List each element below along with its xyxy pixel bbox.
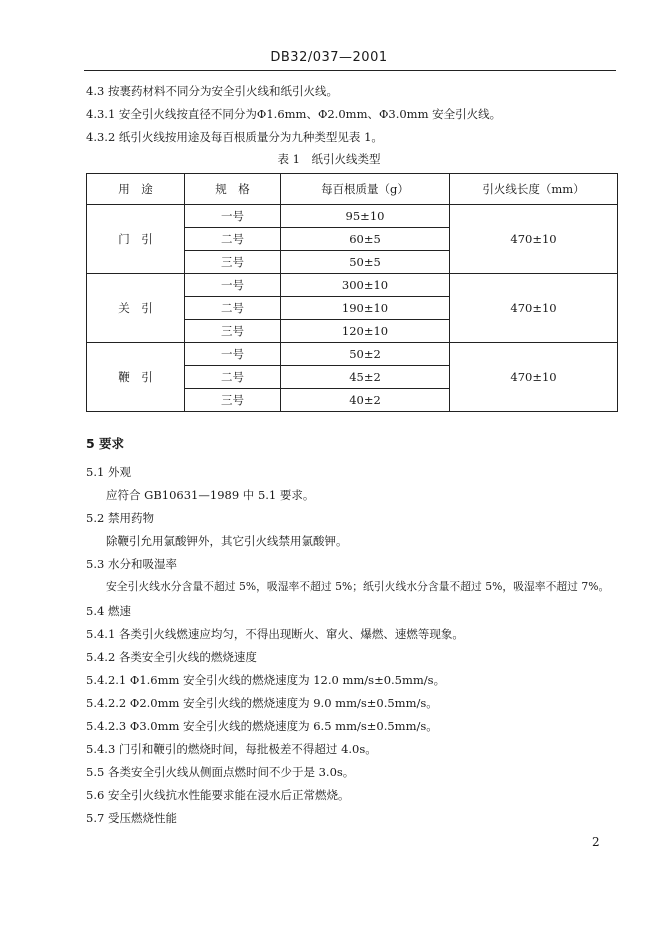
mass-cell: 190±10 xyxy=(281,297,450,320)
page-number: 2 xyxy=(592,835,600,849)
spec-cell: 三号 xyxy=(185,320,281,343)
clause-5-1: 5.1 外观 xyxy=(86,465,131,479)
mass-cell: 120±10 xyxy=(281,320,450,343)
clause-5-7: 5.7 受压燃烧性能 xyxy=(86,811,177,825)
clause-5-4-1: 5.4.1 各类引火线燃速应均匀，不得出现断火、窜火、爆燃、速燃等现象。 xyxy=(86,627,464,641)
section-5-heading: 5 要求 xyxy=(86,436,125,451)
clause-5-3: 5.3 水分和吸湿率 xyxy=(86,557,177,571)
clause-4-3: 4.3 按裹药材料不同分为安全引火线和纸引火线。 xyxy=(86,84,338,98)
spec-cell: 三号 xyxy=(185,389,281,412)
length-cell: 470±10 xyxy=(450,205,618,274)
use-cell: 关 引 xyxy=(87,274,185,343)
clause-5-4-2-1: 5.4.2.1 Φ1.6mm 安全引火线的燃烧速度为 12.0 mm/s±0.5mm/s。 xyxy=(86,673,446,687)
clause-5-3-text: 安全引火线水分含量不超过 5%，吸湿率不超过 5%；纸引火线水分含量不超过 5%，吸湿率不超过 7%。 xyxy=(106,580,610,593)
header-rule xyxy=(84,70,616,71)
clause-5-4-3: 5.4.3 门引和鞭引的燃烧时间，每批极差不得超过 4.0s。 xyxy=(86,742,377,756)
clause-4-3-2: 4.3.2 纸引火线按用途及每百根质量分为九种类型见表 1。 xyxy=(86,130,383,144)
mass-cell: 45±2 xyxy=(281,366,450,389)
clause-4-3-1: 4.3.1 安全引火线按直径不同分为Φ1.6mm、Φ2.0mm、Φ3.0mm 安全引火线。 xyxy=(86,107,502,121)
header-mass: 每百根质量（g） xyxy=(281,174,450,205)
clause-5-2: 5.2 禁用药物 xyxy=(86,511,154,525)
length-cell: 470±10 xyxy=(450,343,618,412)
table-caption: 表 1 纸引火线类型 xyxy=(277,152,381,166)
spec-cell: 三号 xyxy=(185,251,281,274)
mass-cell: 40±2 xyxy=(281,389,450,412)
clause-5-5: 5.5 各类安全引火线从侧面点燃时间不少于是 3.0s。 xyxy=(86,765,355,779)
table-row xyxy=(87,205,618,228)
spec-cell: 一号 xyxy=(185,343,281,366)
spec-cell: 二号 xyxy=(185,228,281,251)
clause-5-4: 5.4 燃速 xyxy=(86,604,131,618)
clause-5-2-text: 除鞭引允用氯酸钾外，其它引火线禁用氯酸钾。 xyxy=(106,534,348,548)
mass-cell: 300±10 xyxy=(281,274,450,297)
header-length: 引火线长度（mm） xyxy=(450,174,618,205)
clause-5-6: 5.6 安全引火线抗水性能要求能在浸水后正常燃烧。 xyxy=(86,788,350,802)
mass-cell: 60±5 xyxy=(281,228,450,251)
spec-cell: 一号 xyxy=(185,274,281,297)
use-cell: 门 引 xyxy=(87,205,185,274)
mass-cell: 50±5 xyxy=(281,251,450,274)
clause-5-1-text: 应符合 GB10631—1989 中 5.1 要求。 xyxy=(106,488,315,502)
length-cell: 470±10 xyxy=(450,274,618,343)
table-header-row xyxy=(87,174,618,205)
mass-cell: 50±2 xyxy=(281,343,450,366)
spec-cell: 一号 xyxy=(185,205,281,228)
mass-cell: 95±10 xyxy=(281,205,450,228)
spec-cell: 二号 xyxy=(185,366,281,389)
clause-5-4-2: 5.4.2 各类安全引火线的燃烧速度 xyxy=(86,650,257,664)
table-row xyxy=(87,343,618,366)
fuse-type-table xyxy=(86,173,618,412)
header-use: 用 途 xyxy=(87,174,185,205)
clause-5-4-2-2: 5.4.2.2 Φ2.0mm 安全引火线的燃烧速度为 9.0 mm/s±0.5mm/s。 xyxy=(86,696,438,710)
header-spec: 规 格 xyxy=(185,174,281,205)
clause-5-4-2-3: 5.4.2.3 Φ3.0mm 安全引火线的燃烧速度为 6.5 mm/s±0.5mm/s。 xyxy=(86,719,438,733)
spec-cell: 二号 xyxy=(185,297,281,320)
document-code: DB32/037—2001 xyxy=(270,50,388,65)
table-row xyxy=(87,274,618,297)
use-cell: 鞭 引 xyxy=(87,343,185,412)
